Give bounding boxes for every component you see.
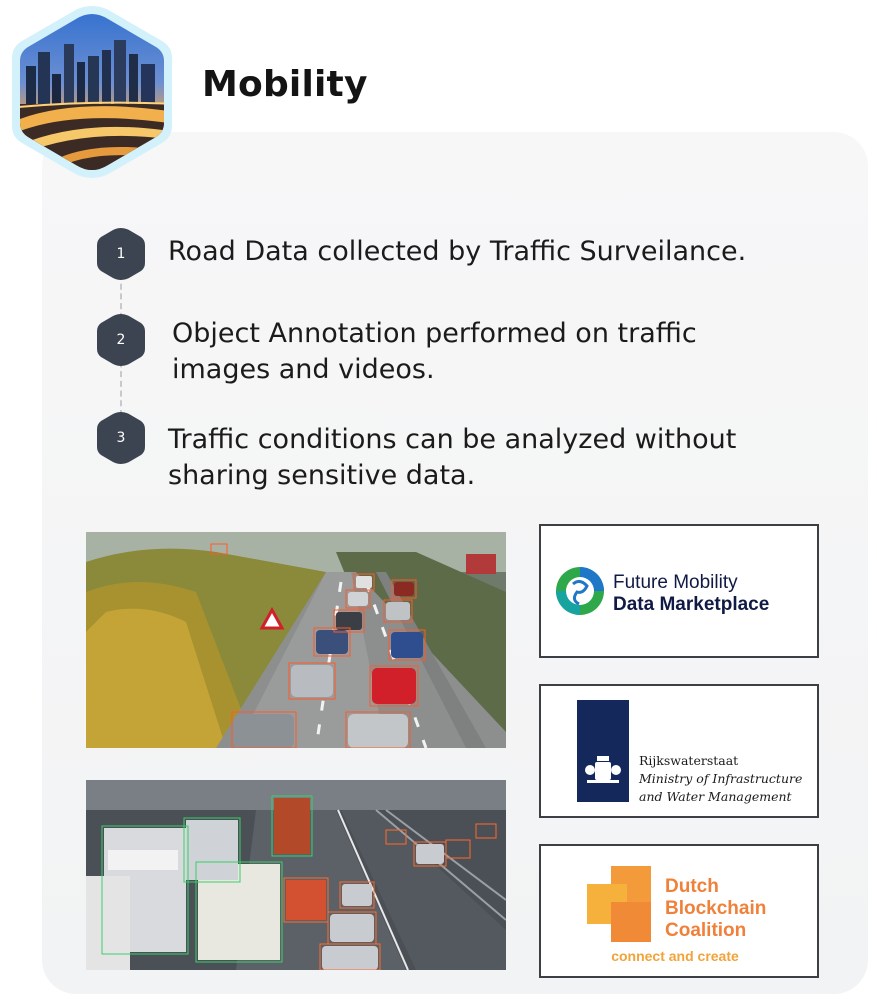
dutch-blockchain-coalition-logo [539, 844, 819, 978]
rijkswaterstaat-text [639, 752, 802, 806]
step-2-badge [95, 312, 147, 368]
future-mobility-logo [539, 524, 819, 658]
step-1-text: Road Data collected by Traffic Surveilance. [168, 236, 747, 267]
dutch-coat-of-arms-icon [577, 700, 629, 802]
page-title: Mobility [202, 64, 368, 105]
future-mobility-line2: Data Marketplace [613, 594, 770, 615]
future-mobility-name [613, 572, 769, 616]
ministry-line1: Ministry of Infrastructure [639, 771, 803, 786]
step-3-text: Traffic conditions can be analyzed without sharing sensitive data. [168, 424, 737, 491]
step-3-badge [95, 410, 147, 466]
dbc-line2: Blockchain [665, 898, 767, 919]
dbc-name [665, 876, 766, 942]
annotated-highway-trucks-photo [86, 780, 506, 970]
dbc-line1: Dutch [665, 876, 719, 897]
dbc-tagline: connect and create [611, 948, 739, 964]
dbc-blocks-icon [587, 866, 657, 942]
future-mobility-line1: Future Mobility [613, 572, 738, 593]
annotated-highway-cars-photo [86, 532, 506, 748]
rijkswaterstaat-logo [539, 684, 819, 818]
step-2-number: 2 [116, 332, 126, 348]
step-1-badge [95, 226, 147, 282]
ministry-line2: and Water Management [639, 789, 792, 804]
step-1-number: 1 [116, 246, 126, 262]
step-2-text: Object Annotation performed on traffic images and videos. [172, 318, 697, 385]
step-3-number: 3 [116, 430, 126, 446]
dbc-line3: Coalition [665, 920, 747, 941]
rijkswaterstaat-name: Rijkswaterstaat [639, 753, 739, 768]
city-highway-night-icon [8, 4, 176, 180]
globe-logo-icon [555, 566, 605, 616]
